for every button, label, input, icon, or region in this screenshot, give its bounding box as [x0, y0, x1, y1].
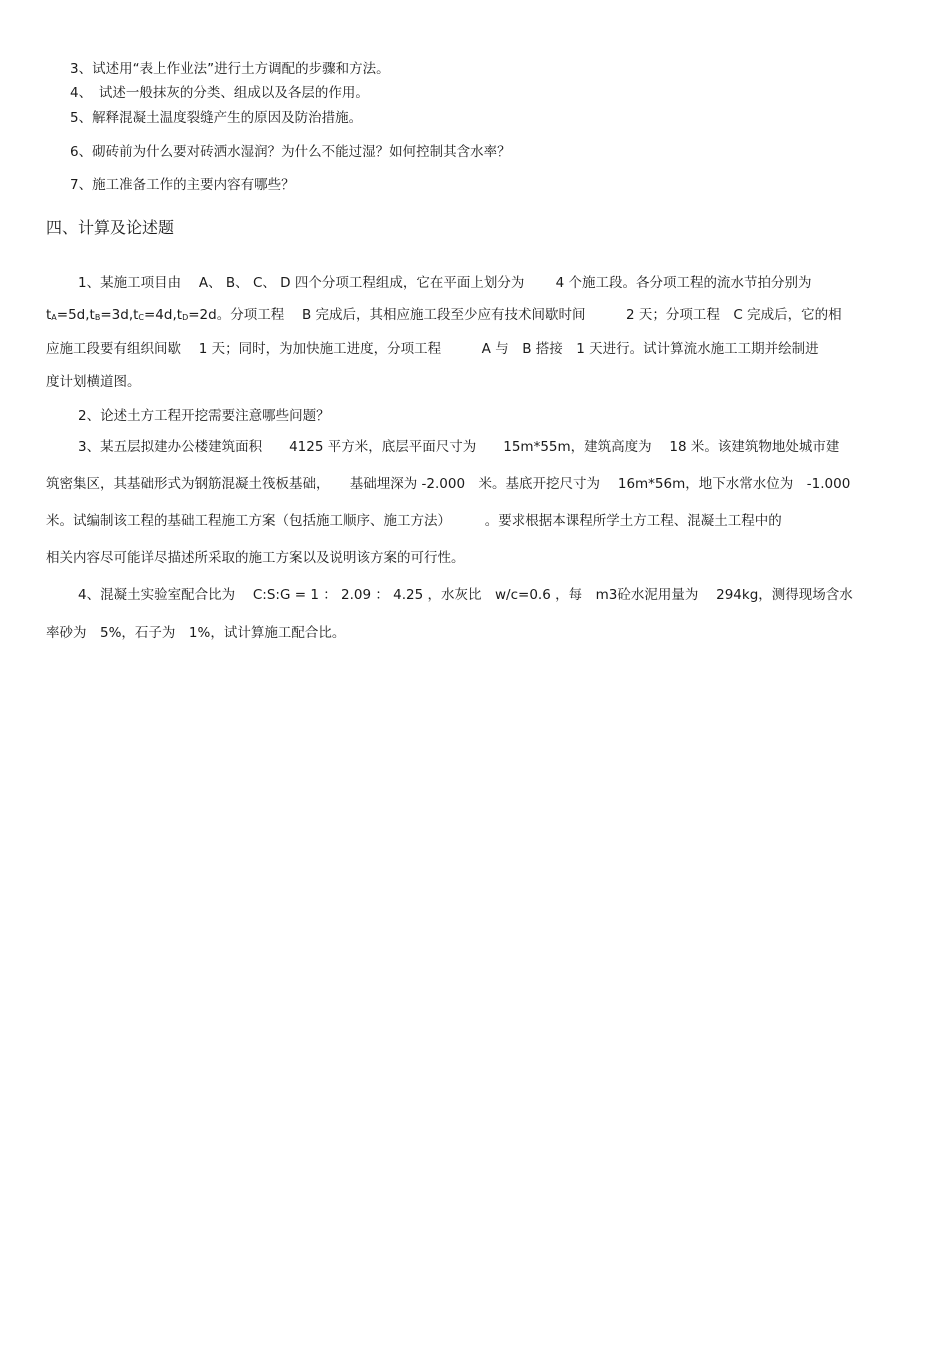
- q1-line-4: 度计划横道图。: [46, 374, 141, 390]
- q3-line-2: 筑密集区，其基础形式为钢筋混凝土筏板基础， 基础埋深为 -2.000 米。基底开挖尺寸为 16m*56m，地下水常水位为 -1.000: [46, 476, 851, 492]
- q3-line-1: 3、某五层拟建办公楼建筑面积 4125 平方米，底层平面尺寸为 15m*55m，建筑高度为 18 米。该建筑物地处城市建: [78, 439, 840, 455]
- q1-line-1: 1、某施工项目由 A、 B、 C、 D 四个分项工程组成，它在平面上划分为 4 个施工段。各分项工程的流水节拍分别为: [78, 275, 812, 291]
- q1-line-3: 应施工段要有组织间歇 1 天；同时，为加快施工进度，分项工程 A 与 B 搭接 1 天进行。试计算流水施工工期并绘制进: [46, 341, 819, 357]
- q3-line-3: 米。试编制该工程的基础工程施工方案（包括施工顺序、施工方法） 。要求根据本课程所学土方工程、混凝土工程中的: [46, 513, 782, 529]
- section-heading: 四、计算及论述题: [46, 218, 175, 237]
- q3-line-4: 相关内容尽可能详尽描述所采取的施工方案以及说明该方案的可行性。: [46, 550, 465, 566]
- q2: 2、论述土方工程开挖需要注意哪些问题？: [78, 408, 330, 424]
- short-question-7: 7、施工准备工作的主要内容有哪些？: [70, 177, 295, 193]
- q4-line-1: 4、混凝土实验室配合比为 C:S:G = 1 ： 2.09 ： 4.25 ，水灰比 w/c=0.6 ，每 m3砼水泥用量为 294kg，测得现场含水: [78, 587, 853, 603]
- short-question-3: 3、试述用“表上作业法”进行土方调配的步骤和方法。: [70, 61, 390, 77]
- short-question-6: 6、砌砖前为什么要对砖洒水湿润？为什么不能过湿？如何控制其含水率？: [70, 144, 511, 160]
- short-question-5: 5、解释混凝土温度裂缝产生的原因及防治措施。: [70, 110, 363, 126]
- short-question-4: 4、 试述一般抹灰的分类、组成以及各层的作用。: [70, 85, 369, 101]
- q4-line-2: 率砂为 5%，石子为 1%，试计算施工配合比。: [46, 625, 346, 641]
- q1-line-2: $t_A=5d,t_B=3d,t_C=4d,t_D=2d$。分项工程 B 完成后，其相应施工段至少应有技术间歇时间 2 天；分项工程 C 完成后，它的相: [46, 307, 842, 323]
